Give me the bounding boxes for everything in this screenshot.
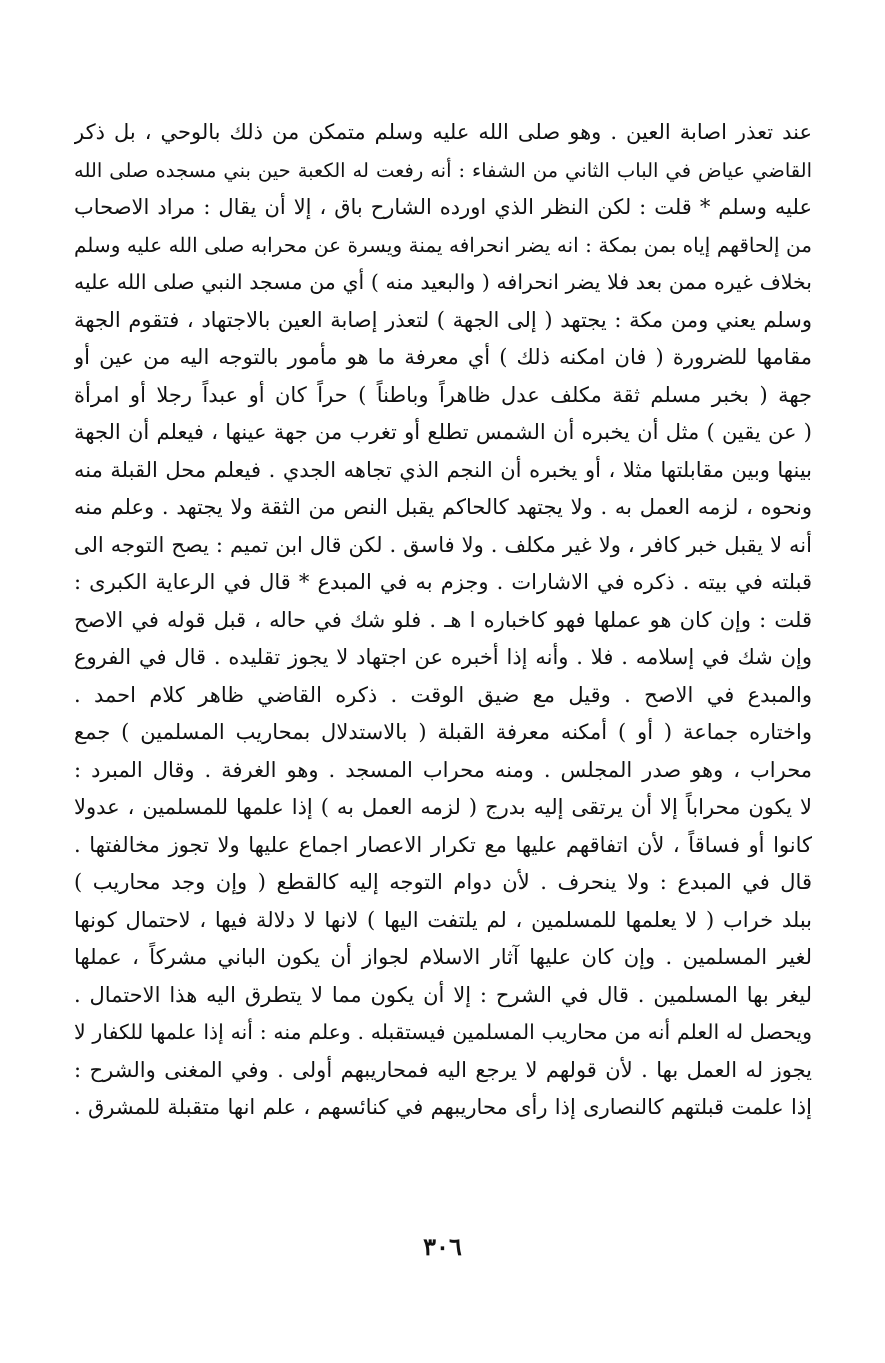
text-line: محراب ، وهو صدر المجلس . ومنه محراب المسجد . وهو الغرفة . وقال المبرد : xyxy=(74,757,812,782)
text-line: وسلم يعني ومن مكة : يجتهد ( إلى الجهة ) لتعذر إصابة العين بالاجتهاد ، فتقوم الجهة xyxy=(74,307,812,332)
text-line: ليغر بها المسلمين . قال في الشرح : إلا أن يكون مما لا يتطرق اليه هذا الاحتمال . xyxy=(74,982,812,1007)
text-line: والمبدع في الاصح . وقيل مع ضيق الوقت . ذكره القاضي ظاهر كلام احمد . xyxy=(74,682,812,707)
text-line: إذا علمت قبلتهم كالنصارى إذا رأى محاريبهم في كنائسهم ، علم انها متقبلة للمشرق . xyxy=(74,1095,812,1119)
text-line: جهة ( بخبر مسلم ثقة مكلف عدل ظاهراً وباطناً ) حراً كان أو عبداً رجلا أو امرأة xyxy=(74,382,812,407)
text-line: بينها وبين مقابلتها مثلا ، أو يخبره أن النجم الذي تجاهه الجدي . فيعلم محل القبلة منه xyxy=(74,457,812,482)
text-line: بخلاف غيره ممن بعد فلا يضر انحرافه ( والبعيد منه ) أي من مسجد النبي صلى الله عليه xyxy=(74,270,812,294)
text-line: ببلد خراب ( لا يعلمها للمسلمين ، لم يلتفت اليها ) لانها لا دلالة فيها ، لاحتمال كونها xyxy=(74,907,812,932)
text-line: لغير المسلمين . وإن كان عليها آثار الاسلام لجواز أن يكون الباني مشركاً ، عملها xyxy=(74,945,812,969)
text-line: مقامها للضرورة ( فان امكنه ذلك ) أي معرفة ما هو مأمور بالتوجه اليه من عين أو xyxy=(74,345,812,369)
page-number: ٣٠٦ xyxy=(423,1232,462,1261)
text-line: قلت : وإن كان هو عملها فهو كاخباره ا هـ . فلو شك في حاله ، قبل قوله في الاصح xyxy=(74,607,812,632)
text-line: عليه وسلم * قلت : لكن النظر الذي اورده الشارح باق ، إلا أن يقال : مراد الاصحاب xyxy=(74,195,812,219)
text-line: القاضي عياض في الباب الثاني من الشفاء : أنه رفعت له الكعبة حين بني مسجده صلى الله xyxy=(74,158,812,182)
body-text xyxy=(74,114,812,1127)
text-line: ويحصل له العلم أنه من محاريب المسلمين فيستقبله . وعلم منه : أنه إذا علمها للكفار لا xyxy=(74,1020,812,1044)
text-line: من إلحاقهم إياه بمن بمكة : انه يضر انحرافه يمنة ويسرة عن محرابه صلى الله عليه وسلم xyxy=(74,232,812,257)
text-line: ( عن يقين ) مثل أن يخبره أن الشمس تطلع أو تغرب من جهة عينها ، فيعلم أن الجهة xyxy=(74,420,812,444)
text-line: لا يكون محراباً إلا أن يرتقى إليه بدرج ( لزمه العمل به ) إذا علمها للمسلمين ، عدولا xyxy=(74,795,812,819)
text-line: كانوا أو فساقاً ، لأن اتفاقهم عليها مع تكرار الاعصار اجماع عليها ولا تجوز مخالفتها . xyxy=(74,832,812,857)
text-line: ونحوه ، لزمه العمل به . ولا يجتهد كالحاكم يقبل النص من الثقة ولا يجتهد . وعلم منه xyxy=(74,495,812,519)
text-line: أنه لا يقبل خبر كافر ، ولا غير مكلف . ولا فاسق . لكن قال ابن تميم : يصح التوجه الى xyxy=(74,532,812,557)
text-line: قبلته في بيته . ذكره في الاشارات . وجزم به في المبدع * قال في الرعاية الكبرى : xyxy=(74,570,812,594)
text-line: يجوز له العمل بها . لأن قولهم لا يرجع اليه فمحاريبهم أولى . وفي المغنى والشرح : xyxy=(74,1057,812,1082)
text-line: قال في المبدع : ولا ينحرف . لأن دوام التوجه إليه كالقطع ( وإن وجد محاريب ) xyxy=(74,870,812,894)
text-line: وإن شك في إسلامه . فلا . وأنه إذا أخبره عن اجتهاد لا يجوز تقليده . قال في الفروع xyxy=(74,645,812,669)
text-line: واختاره جماعة ( أو ) أمكنه معرفة القبلة ( بالاستدلال بمحاريب المسلمين ) جمع xyxy=(74,720,812,744)
text-line: عند تعذر اصابة العين . وهو صلى الله عليه وسلم متمكن من ذلك بالوحي ، بل ذكر xyxy=(74,120,812,144)
